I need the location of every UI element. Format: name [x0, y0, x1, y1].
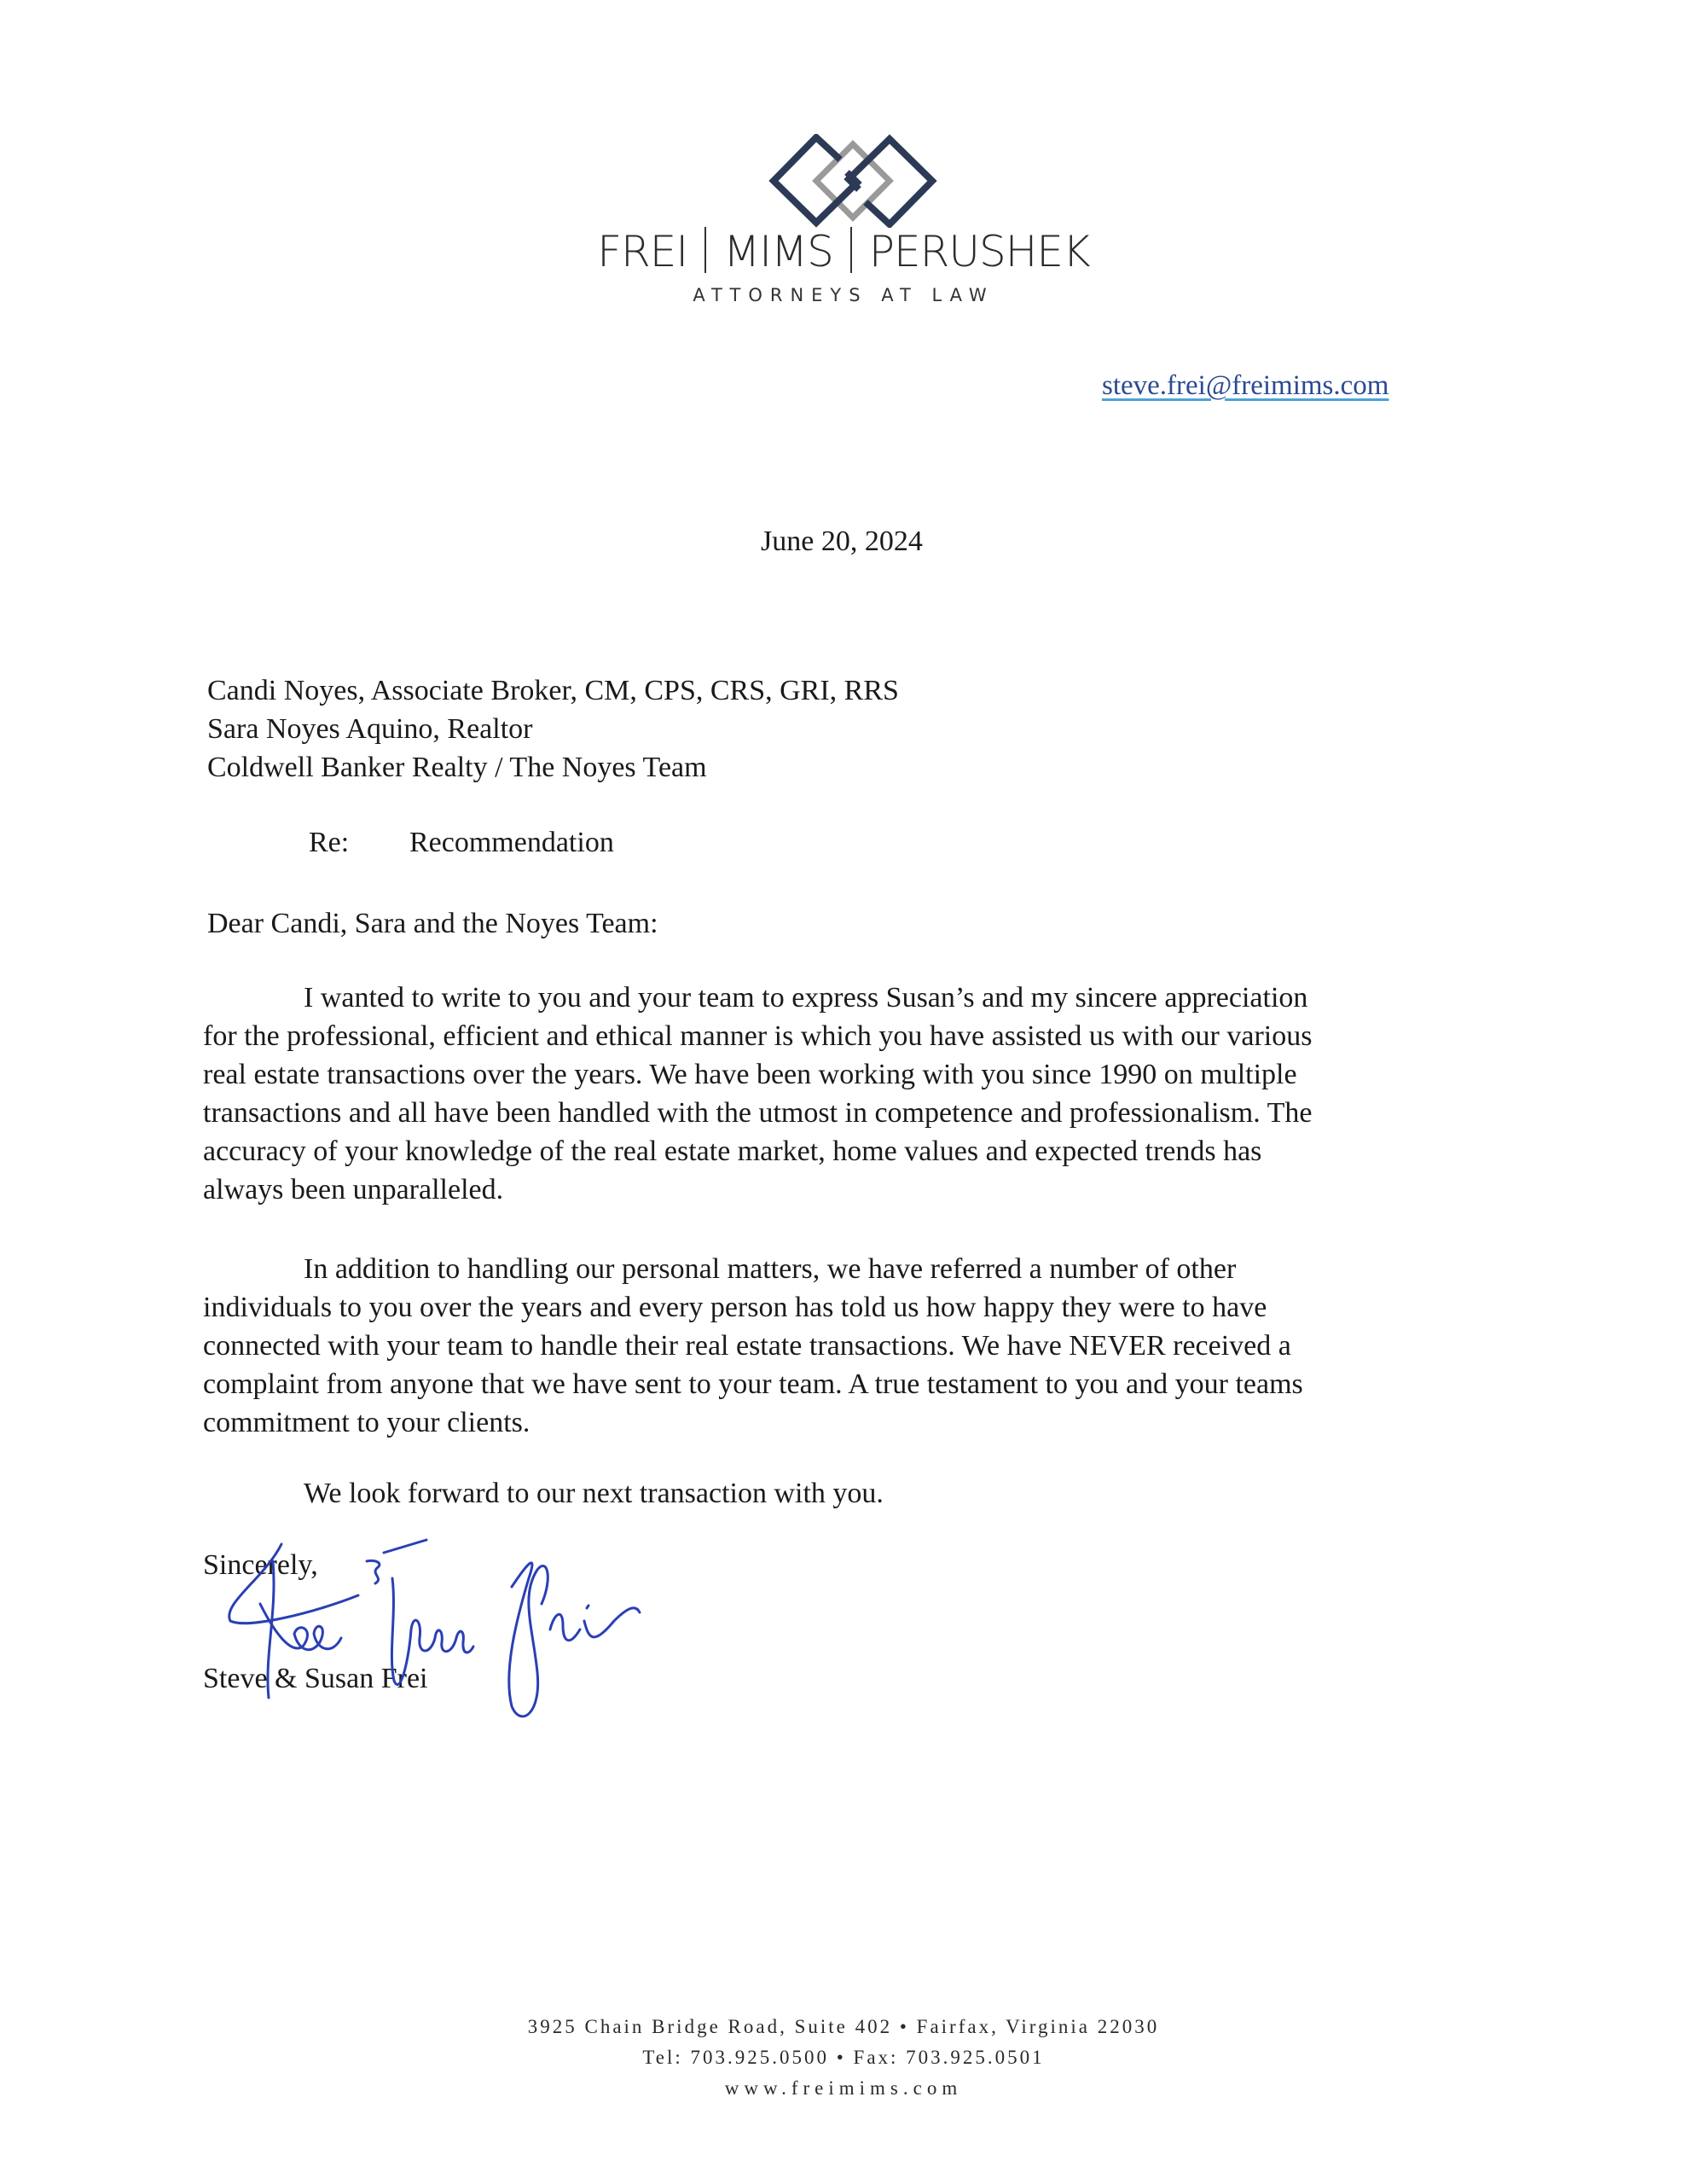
interlocking-diamonds-logo-icon [765, 134, 941, 228]
paragraph-line: accuracy of your knowledge of the real estate market, home values and expected trends has [203, 1136, 1262, 1167]
paragraph-line: connected with your team to handle their real estate transactions. We have NEVER received a [203, 1330, 1291, 1362]
addressee-line: Sara Noyes Aquino, Realtor [207, 713, 533, 745]
addressee-line: Coldwell Banker Realty / The Noyes Team [207, 752, 707, 783]
footer-address: 3925 Chain Bridge Road, Suite 402 • Fairfax, Virginia 22030 [527, 2016, 1160, 2037]
paragraph-line: We look forward to our next transaction with you. [304, 1478, 884, 1509]
firm-name-divider [850, 227, 852, 273]
subject-line [309, 823, 614, 862]
body-paragraph [203, 1250, 1482, 1442]
paragraph-line: commitment to your clients. [203, 1407, 530, 1438]
handwritten-signature-icon [213, 1527, 691, 1732]
salutation: Dear Candi, Sara and the Noyes Team: [207, 908, 658, 939]
paragraph-line: always been unparalleled. [203, 1174, 504, 1205]
firm-name-divider [704, 227, 706, 273]
firm-tagline: ATTORNEYS AT LAW [693, 285, 994, 305]
addressee-block [207, 671, 899, 787]
firm-name-frei: FREI [597, 227, 688, 276]
addressee-line: Candi Noyes, Associate Broker, CM, CPS, CRS, GRI, RRS [207, 675, 899, 706]
firm-name-perushek: PERUSHEK [868, 227, 1090, 276]
subject-label: Re: [309, 827, 350, 858]
email-link[interactable]: steve.frei@freimims.com [1102, 370, 1389, 401]
paragraph-line: individuals to you over the years and every person has told us how happy they were to have [203, 1292, 1267, 1323]
footer-phones: Tel: 703.925.0500 • Fax: 703.925.0501 [642, 2047, 1045, 2068]
firm-name-mims: MIMS [723, 227, 833, 276]
paragraph-line: transactions and all have been handled with the utmost in competence and professionalism. The [203, 1097, 1313, 1129]
signer-name: Steve & Susan Frei [203, 1663, 428, 1694]
body-paragraph [203, 979, 1482, 1209]
body-paragraph [203, 1474, 1482, 1513]
footer-website-link[interactable]: www.freimims.com [724, 2077, 963, 2099]
paragraph-line: In addition to handling our personal matters, we have referred a number of other [304, 1253, 1237, 1285]
paragraph-line: for the professional, efficient and ethical manner is which you have assisted us with our various [203, 1020, 1313, 1052]
firm-name [0, 226, 1687, 277]
closing: Sincerely, [203, 1549, 318, 1581]
paragraph-line: I wanted to write to you and your team to express Susan’s and my sincere appreciation [304, 982, 1308, 1014]
paragraph-line: real estate transactions over the years. We have been working with you since 1990 on multiple [203, 1059, 1297, 1090]
paragraph-line: complaint from anyone that we have sent to your team. A true testament to you and your teams [203, 1368, 1303, 1400]
letter-date: June 20, 2024 [761, 526, 923, 557]
subject-text: Recommendation [409, 827, 614, 858]
